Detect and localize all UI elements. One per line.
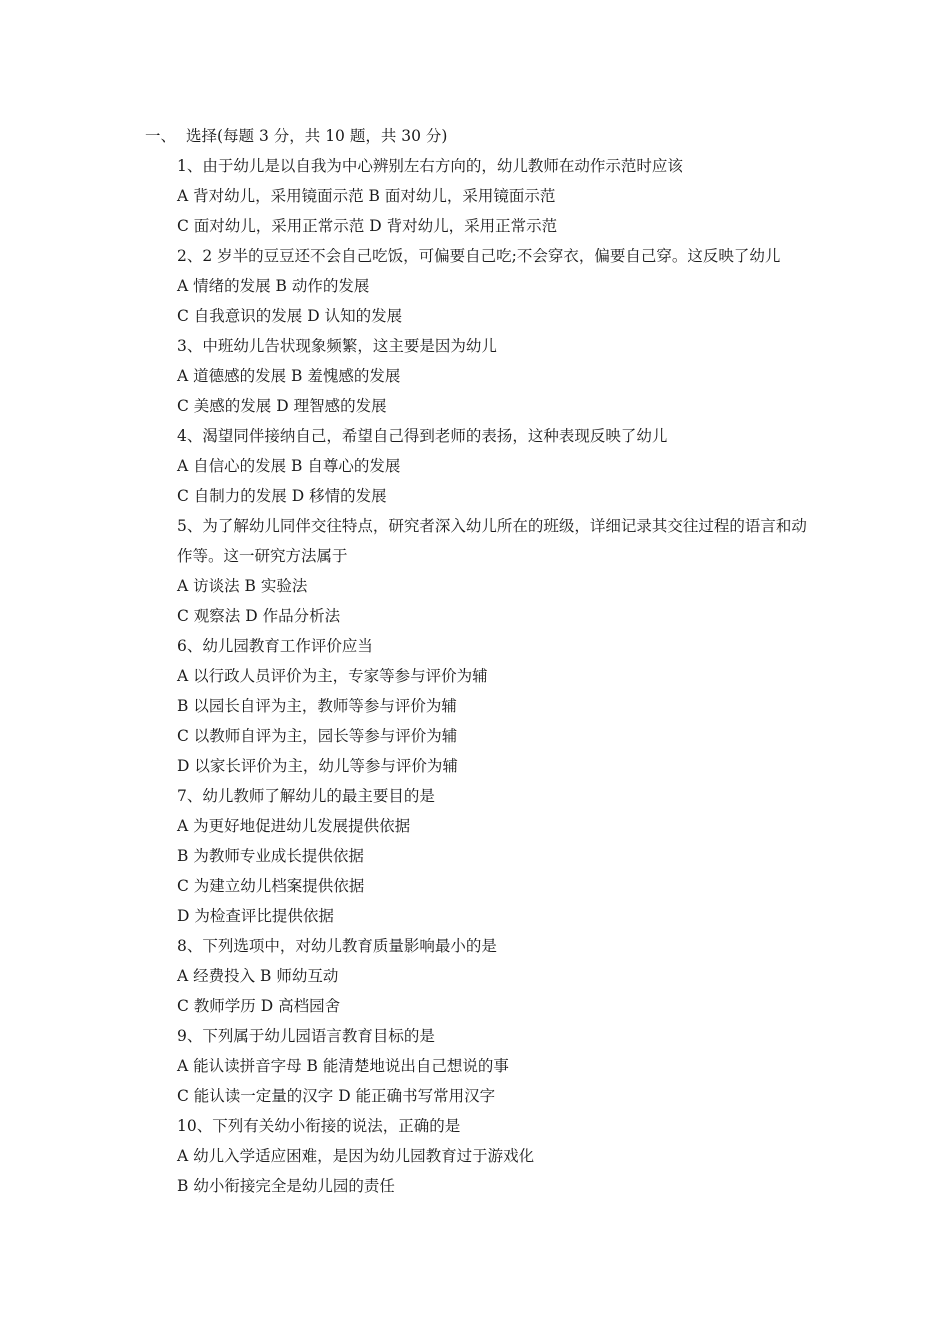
question-1-options-ab: A 背对幼儿，采用镜面示范 B 面对幼儿，采用镜面示范: [177, 187, 556, 205]
question-8: 8、下列选项中，对幼儿教育质量影响最小的是: [177, 937, 497, 955]
question-7-option-d: D 为检查评比提供依据: [177, 907, 334, 925]
question-6: 6、幼儿园教育工作评价应当: [177, 637, 373, 655]
section-number: 一、: [145, 127, 177, 145]
question-9: 9、下列属于幼儿园语言教育目标的是: [177, 1027, 435, 1045]
question-6-option-d: D 以家长评价为主，幼儿等参与评价为辅: [177, 757, 458, 775]
question-5-options-cd: C 观察法 D 作品分析法: [177, 607, 341, 625]
question-10: 10、下列有关幼小衔接的说法，正确的是: [177, 1117, 461, 1135]
question-6-option-a: A 以行政人员评价为主，专家等参与评价为辅: [177, 667, 488, 685]
question-9-options-ab: A 能认读拼音字母 B 能清楚地说出自己想说的事: [177, 1057, 509, 1075]
question-5: 5、为了解幼儿同伴交往特点，研究者深入幼儿所在的班级，详细记录其交往过程的语言和动作等。这一研究方法属于: [177, 517, 807, 565]
question-1: 1、由于幼儿是以自我为中心辨别左右方向的，幼儿教师在动作示范时应该: [177, 157, 683, 175]
exam-content: [145, 121, 810, 1201]
question-6-option-b: B 以园长自评为主，教师等参与评价为辅: [177, 697, 457, 715]
question-3: 3、中班幼儿告状现象频繁，这主要是因为幼儿: [177, 337, 497, 355]
section-title: 选择(每题 3 分，共 10 题，共 30 分): [186, 127, 448, 145]
question-3-options-ab: A 道德感的发展 B 羞愧感的发展: [177, 367, 401, 385]
question-2-options-ab: A 情绪的发展 B 动作的发展: [177, 277, 370, 295]
question-4-options-cd: C 自制力的发展 D 移情的发展: [177, 487, 387, 505]
question-1-options-cd: C 面对幼儿，采用正常示范 D 背对幼儿，采用正常示范: [177, 217, 558, 235]
question-4-options-ab: A 自信心的发展 B 自尊心的发展: [177, 457, 401, 475]
question-4: 4、渴望同伴接纳自己，希望自己得到老师的表扬，这种表现反映了幼儿: [177, 427, 668, 445]
question-2-options-cd: C 自我意识的发展 D 认知的发展: [177, 307, 403, 325]
section-heading: [145, 121, 810, 151]
question-3-options-cd: C 美感的发展 D 理智感的发展: [177, 397, 387, 415]
question-7-option-b: B 为教师专业成长提供依据: [177, 847, 364, 865]
question-5-options-ab: A 访谈法 B 实验法: [177, 577, 308, 595]
question-10-option-b: B 幼小衔接完全是幼儿园的责任: [177, 1177, 395, 1195]
question-7-option-c: C 为建立幼儿档案提供依据: [177, 877, 365, 895]
question-2: 2、2 岁半的豆豆还不会自己吃饭，可偏要自己吃;不会穿衣，偏要自己穿。这反映了幼儿: [177, 247, 781, 265]
question-6-option-c: C 以教师自评为主，园长等参与评价为辅: [177, 727, 458, 745]
question-10-option-a: A 幼儿入学适应困难，是因为幼儿园教育过于游戏化: [177, 1147, 535, 1165]
question-7-option-a: A 为更好地促进幼儿发展提供依据: [177, 817, 411, 835]
question-8-options-cd: C 教师学历 D 高档园舍: [177, 997, 341, 1015]
question-8-options-ab: A 经费投入 B 师幼互动: [177, 967, 339, 985]
question-9-options-cd: C 能认读一定量的汉字 D 能正确书写常用汉字: [177, 1087, 496, 1105]
question-list: [145, 151, 810, 1201]
question-7: 7、幼儿教师了解幼儿的最主要目的是: [177, 787, 435, 805]
